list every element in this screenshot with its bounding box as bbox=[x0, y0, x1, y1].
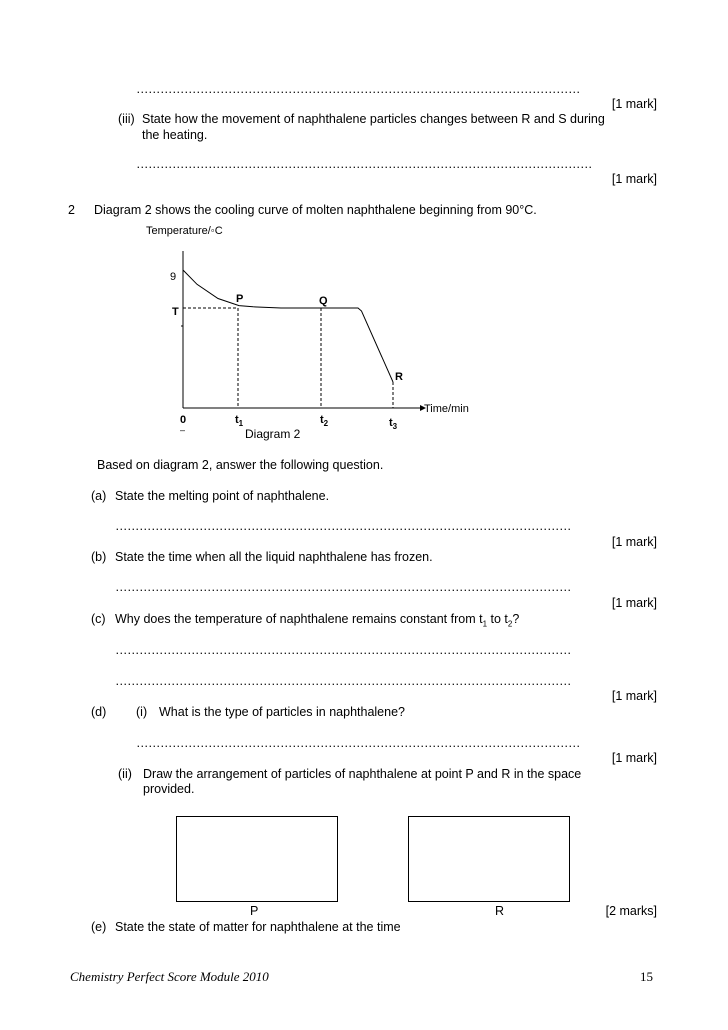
subpart-label: (ii) bbox=[118, 767, 132, 781]
mark-label: [2 marks] bbox=[605, 904, 657, 918]
x-tick-dash: – bbox=[180, 425, 186, 435]
mark-label: [1 mark] bbox=[611, 689, 657, 703]
answer-line[interactable]: ………………………………………………………………………………………………… bbox=[136, 82, 580, 96]
point-label-P: P bbox=[236, 293, 244, 305]
y-tick-label-T: T bbox=[172, 306, 179, 318]
x-tick-label-t3: $t_3$ bbox=[389, 417, 398, 431]
question-text: Draw the arrangement of particles of naphthalene at point P and R in the space bbox=[143, 767, 582, 781]
drawing-box-p[interactable] bbox=[176, 816, 338, 902]
footer-title: Chemistry Perfect Score Module 2010 bbox=[70, 969, 269, 984]
question-text: What is the type of particles in naphthalene? bbox=[159, 705, 405, 719]
part-label: (d) bbox=[91, 705, 107, 719]
x-tick-label-t2: $t_2$ bbox=[320, 414, 329, 428]
y-tick-label-9: 9 bbox=[170, 271, 177, 283]
answer-line[interactable]: ………………………………………………………………………………………………… bbox=[136, 736, 580, 750]
x-axis-label: Time/min bbox=[424, 403, 469, 415]
question-text: State the melting point of naphthalene. bbox=[115, 489, 330, 503]
answer-line[interactable]: …………………………………………………………………………………………………… bbox=[115, 519, 571, 533]
subpart-label: (i) bbox=[136, 705, 148, 719]
question-text: State the time when all the liquid naphthalene has frozen. bbox=[115, 550, 433, 564]
mark-label: [1 mark] bbox=[611, 97, 657, 111]
mark-label: [1 mark] bbox=[611, 535, 657, 549]
mark-label: [1 mark] bbox=[611, 751, 657, 765]
part-label: (b) bbox=[91, 550, 107, 564]
answer-line[interactable]: …………………………………………………………………………………………………… bbox=[115, 580, 571, 594]
y-axis-label: Temperature/◦C bbox=[146, 225, 223, 237]
instruction-text: Based on diagram 2, answer the following question. bbox=[97, 458, 384, 472]
x-tick-label-0: 0 bbox=[180, 414, 187, 426]
point-label-R: R bbox=[395, 371, 403, 383]
question-intro: Diagram 2 shows the cooling curve of molten naphthalene beginning from 90°C. bbox=[94, 203, 537, 217]
question-text: provided. bbox=[143, 782, 195, 796]
drawing-box-r[interactable] bbox=[408, 816, 570, 902]
answer-line[interactable]: …………………………………………………………………………………………………… bbox=[115, 674, 571, 688]
box-label-p: P bbox=[250, 904, 259, 918]
part-label: (e) bbox=[91, 920, 107, 934]
answer-line[interactable]: …………………………………………………………………………………………………… bbox=[136, 157, 592, 171]
cooling-curve-line bbox=[183, 270, 393, 382]
box-label-r: R bbox=[495, 904, 505, 918]
point-label-Q: Q bbox=[319, 295, 328, 307]
question-text: the heating. bbox=[142, 128, 208, 142]
answer-line[interactable]: …………………………………………………………………………………………………… bbox=[115, 643, 571, 657]
question-text: State the state of matter for naphthalene at the time bbox=[115, 920, 401, 934]
question-text: Why does the temperature of naphthalene remains constant from $t_1$ to $t_2$? bbox=[115, 612, 520, 629]
x-tick-label-t1: $t_1$ bbox=[235, 414, 244, 428]
question-number: 2 bbox=[68, 203, 75, 217]
part-label: (a) bbox=[91, 489, 107, 503]
question-text: State how the movement of naphthalene particles changes between R and S during bbox=[142, 112, 605, 126]
question-number: (iii) bbox=[118, 112, 135, 126]
page-number: 15 bbox=[640, 969, 653, 984]
cooling-curve-chart bbox=[130, 220, 510, 445]
mark-label: [1 mark] bbox=[611, 172, 657, 186]
chart-title: Diagram 2 bbox=[245, 427, 301, 441]
part-label: (c) bbox=[91, 612, 106, 626]
mark-label: [1 mark] bbox=[611, 596, 657, 610]
